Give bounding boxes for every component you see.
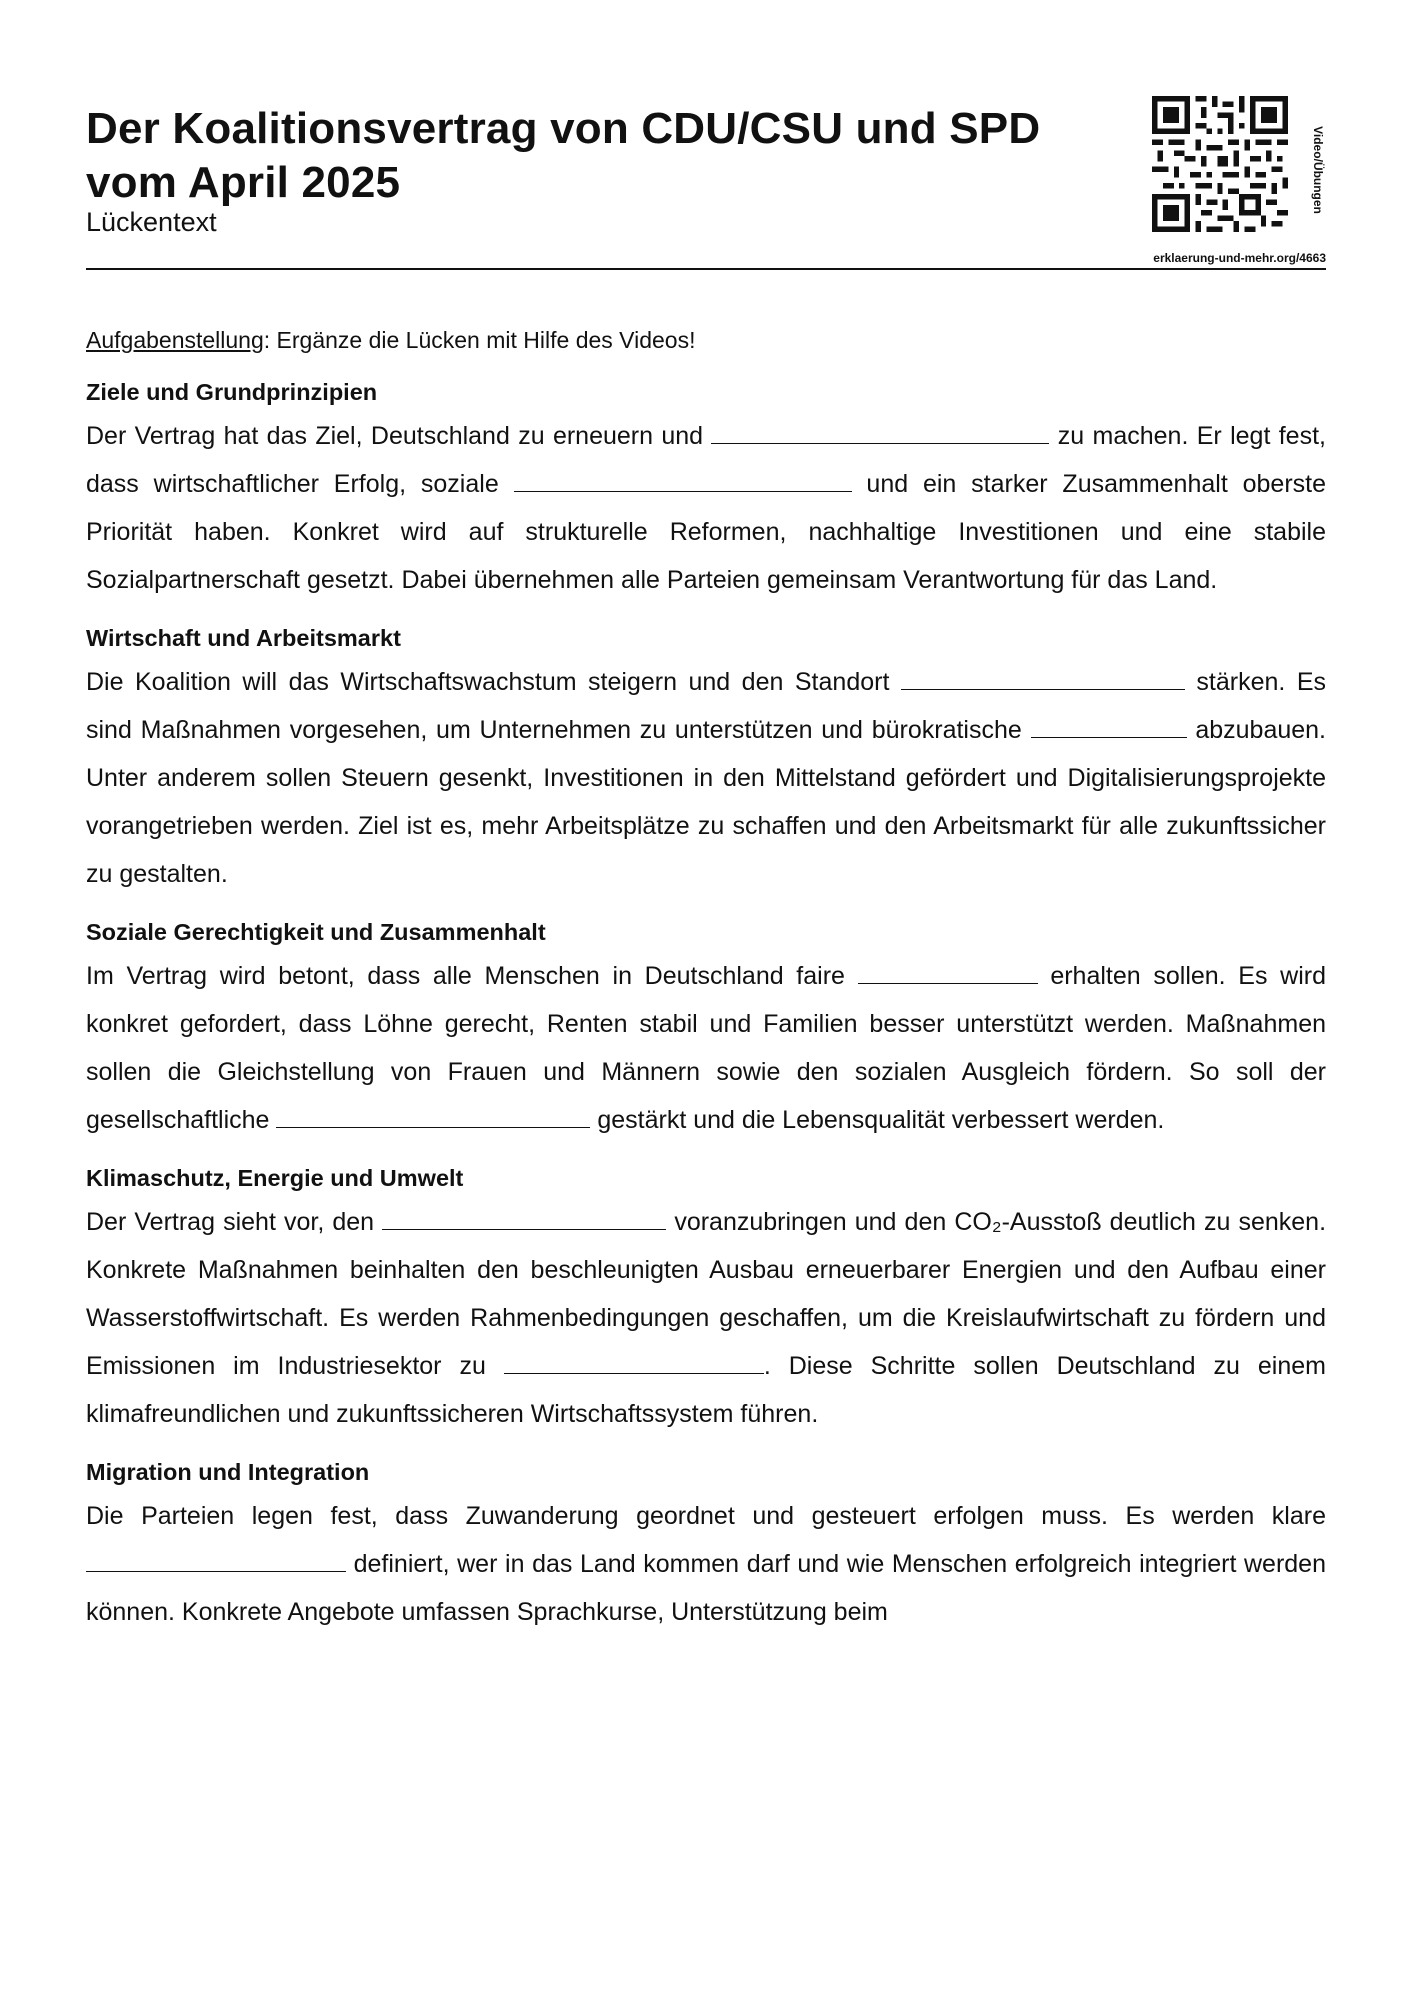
text-segment: und ein starker Zusammenhalt oberste Priorität haben. Konkret wird auf strukturelle Reformen, nachhaltige Investitionen und eine stabile Sozialpartnerschaft gesetzt. Dabei übernehmen alle Parteien gemeinsam Verantwortung für das Land. — [86, 470, 1326, 594]
gap-field[interactable] — [1031, 712, 1187, 738]
section-text-soziales — [86, 952, 1326, 1144]
gap-field[interactable] — [901, 664, 1185, 690]
text-segment: zu machen. Er legt fest, dass wirtschaftlicher Erfolg, soziale — [86, 422, 1326, 498]
text-segment: Im Vertrag wird betont, dass alle Menschen in Deutschland faire — [86, 962, 845, 990]
section-title-migration: Migration und Integration — [86, 1459, 370, 1485]
text-segment: Der Vertrag hat das Ziel, Deutschland zu erneuern und — [86, 422, 704, 450]
task-text: : Ergänze die Lücken mit Hilfe des Videos! — [263, 327, 696, 353]
page-title: Der Koalitionsvertrag von CDU/CSU und SPD vom April 2025 — [86, 104, 1041, 207]
text-segment: Der Vertrag sieht vor, den — [86, 1208, 375, 1236]
gap-field[interactable] — [86, 1546, 346, 1572]
text-segment: gestärkt und die Lebensqualität verbessert werden. — [597, 1106, 1165, 1134]
text-segment: definiert, wer in das Land kommen darf und wie Menschen erfolgreich integriert werden können. Konkrete Angebote umfassen Sprachkurse, Unterstützung beim — [86, 1550, 1326, 1626]
text-segment: Die Koalition will das Wirtschaftswachstum steigern und den Standort — [86, 668, 890, 696]
text-segment: stärken. Es sind Maßnahmen vorgesehen, um Unternehmen zu unterstützen und bürokratische — [86, 668, 1327, 744]
text-segment: voranzubringen und den CO₂-Ausstoß deutlich zu senken. Konkrete Maßnahmen beinhalten den beschleunigten Ausbau erneuerbarer Energien und den Aufbau einer Wasserstoffwirtschaft. Es werden Rahmenbedingungen geschaffen, um die Kreislaufwirtschaft zu fördern und Emissionen im Industriesektor zu — [86, 1208, 1327, 1380]
header-divider — [86, 268, 1326, 270]
text-segment: . Diese Schritte sollen Deutschland zu einem klimafreundlichen und zukunftssicheren Wirtschaftssystem führen. — [86, 1352, 1326, 1428]
section-title-klima: Klimaschutz, Energie und Umwelt — [86, 1165, 464, 1191]
section-title-soziales: Soziale Gerechtigkeit und Zusammenhalt — [86, 919, 546, 945]
text-segment: Die Parteien legen fest, dass Zuwanderung geordnet und gesteuert erfolgen muss. Es werden klare — [86, 1502, 1326, 1530]
qr-code-icon[interactable] — [1152, 96, 1288, 232]
side-label — [1308, 100, 1328, 240]
section-title-ziele: Ziele und Grundprinzipien — [86, 379, 378, 405]
section-text-ziele — [86, 412, 1326, 604]
gap-field[interactable] — [711, 418, 1049, 444]
section-text-wirtschaft — [86, 658, 1326, 898]
task-label: Aufgabenstellung — [86, 327, 264, 353]
side-label-text: Video/Übungen — [1311, 126, 1325, 214]
page-subtitle: Lückentext — [86, 207, 217, 237]
gap-field[interactable] — [858, 958, 1038, 984]
gap-field[interactable] — [382, 1204, 666, 1230]
header — [86, 96, 1326, 268]
gap-field[interactable] — [504, 1348, 764, 1374]
section-text-klima — [86, 1198, 1326, 1438]
text-segment: abzubauen. Unter anderem sollen Steuern gesenkt, Investitionen in den Mittelstand gefördert und Digitalisierungsprojekte vorangetrieben werden. Ziel ist es, mehr Arbeitsplätze zu schaffen und den Arbeitsmarkt für alle zukunftssicher zu gestalten. — [86, 716, 1327, 888]
gap-field[interactable] — [276, 1102, 590, 1128]
task-instruction — [86, 320, 1326, 360]
section-text-migration — [86, 1492, 1326, 1636]
section-title-wirtschaft: Wirtschaft und Arbeitsmarkt — [86, 625, 401, 651]
worksheet-content — [86, 320, 1326, 1650]
text-segment: erhalten sollen. Es wird konkret gefordert, dass Löhne gerecht, Renten stabil und Familien besser unterstützt werden. Maßnahmen sollen die Gleichstellung von Frauen und Männern sowie den sozialen Ausgleich fördern. So soll der gesellschaftliche — [86, 962, 1326, 1134]
gap-field[interactable] — [514, 466, 852, 492]
qr-url-link[interactable]: erklaerung-und-mehr.org/4663 — [1153, 251, 1326, 265]
